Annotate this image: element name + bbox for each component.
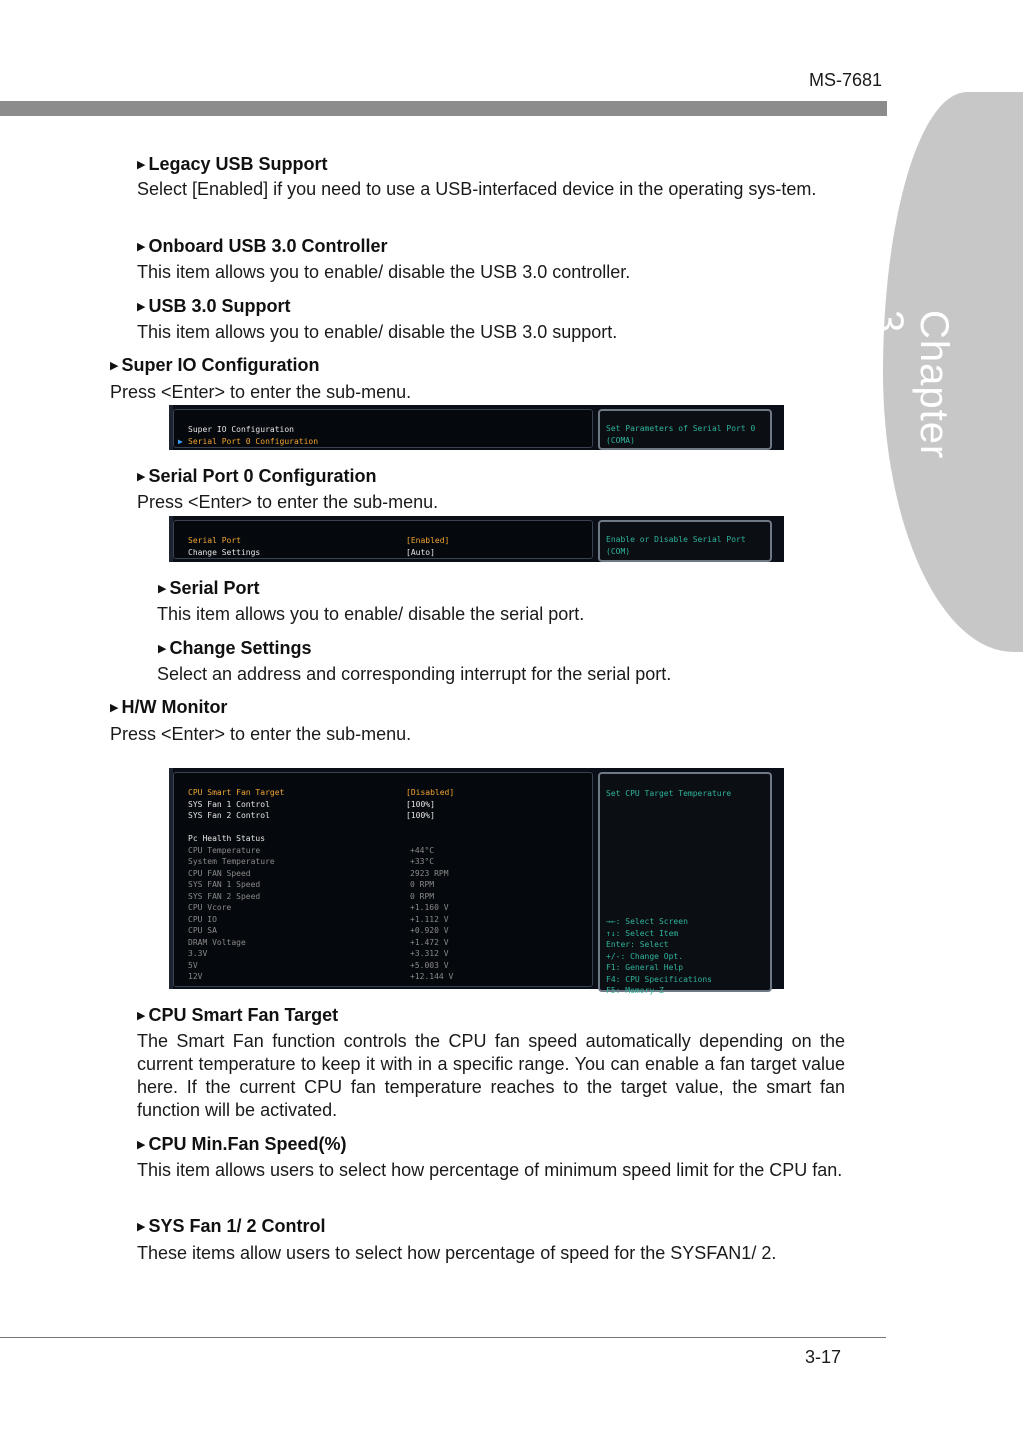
menu-line-text: Super IO Configuration xyxy=(188,425,294,434)
bullet-arrow-icon: ▶ xyxy=(137,1139,146,1151)
bullet-arrow-icon: ▶ xyxy=(137,159,146,171)
status-label: CPU IO xyxy=(188,914,217,924)
super-io-heading xyxy=(110,355,319,376)
status-label: System Temperature xyxy=(188,857,275,866)
status-value: +12.144 V xyxy=(410,972,454,981)
heading-text: Serial Port 0 Configuration xyxy=(148,466,377,486)
help-line: (COMA) xyxy=(606,435,635,445)
model-label: MS-7681 xyxy=(808,70,882,90)
menu-row-value: [Enabled] xyxy=(406,536,450,545)
menu-row xyxy=(174,787,592,799)
menu-line-text: Serial Port 0 Configuration xyxy=(188,436,319,446)
status-row xyxy=(174,845,592,857)
menu-row xyxy=(174,547,592,559)
status-row xyxy=(174,879,592,891)
status-label: CPU Vcore xyxy=(188,903,232,912)
status-value: +0.920 V xyxy=(410,926,449,935)
onboard-usb3-text: This item allows you to enable/ disable the USB 3.0 controller. xyxy=(137,262,631,282)
help-panel xyxy=(598,409,772,450)
super-io-text: Press <Enter> to enter the sub-menu. xyxy=(110,382,412,402)
menu-row-value: [100%] xyxy=(406,811,435,820)
help-line: Set Parameters of Serial Port 0 xyxy=(606,424,756,433)
hw-monitor-heading xyxy=(110,697,227,718)
bullet-arrow-icon: ▶ xyxy=(137,301,146,313)
change-settings-heading xyxy=(158,638,311,659)
menu-panel xyxy=(173,520,593,559)
status-label: 3.3V xyxy=(188,949,208,958)
menu-line xyxy=(174,424,592,436)
menu-row-label: SYS Fan 1 Control xyxy=(188,799,270,809)
cpu-smart-fan-heading xyxy=(137,1005,338,1026)
status-value: 0 RPM xyxy=(410,880,435,889)
status-row xyxy=(174,960,592,972)
menu-row xyxy=(174,535,592,547)
key-line: F1: General Help xyxy=(606,963,684,972)
onboard-usb3-heading xyxy=(137,236,388,257)
bullet-arrow-icon: ▶ xyxy=(110,360,119,372)
help-text xyxy=(600,411,770,452)
help-text xyxy=(600,522,770,563)
menu-row xyxy=(174,799,592,811)
key-legend xyxy=(606,916,712,997)
heading-text: Super IO Configuration xyxy=(121,355,320,375)
chapter-tab-label: Chapter 3 xyxy=(867,310,956,460)
serial-port-text: This item allows you to enable/ disable the serial port. xyxy=(157,604,585,624)
hw-monitor-text: Press <Enter> to enter the sub-menu. xyxy=(110,724,412,744)
status-row xyxy=(174,937,592,949)
bios-screenshot-serial-port xyxy=(169,516,784,562)
bullet-arrow-icon: ▶ xyxy=(137,1010,146,1022)
bios-screenshot-super-io xyxy=(169,405,784,450)
bullet-arrow-icon: ▶ xyxy=(158,643,167,655)
status-label: CPU SA xyxy=(188,926,217,935)
status-label: CPU Temperature xyxy=(188,845,261,855)
status-label: 5V xyxy=(188,960,198,970)
status-value: 0 RPM xyxy=(410,891,435,901)
legacy-usb-heading xyxy=(137,154,328,175)
status-row xyxy=(174,856,592,868)
key-line: +/-: Change Opt. xyxy=(606,951,684,961)
help-title: Set CPU Target Temperature xyxy=(606,789,732,798)
heading-text: SYS Fan 1/ 2 Control xyxy=(148,1216,326,1236)
heading-text: CPU Smart Fan Target xyxy=(148,1005,339,1025)
bios-screenshot-hw-monitor xyxy=(169,768,784,995)
heading-text: Change Settings xyxy=(169,638,312,658)
status-label: SYS FAN 2 Speed xyxy=(188,891,261,901)
menu-panel xyxy=(173,409,593,448)
status-row xyxy=(174,914,592,926)
serial-port0-text: Press <Enter> to enter the sub-menu. xyxy=(137,492,439,512)
footer-rule xyxy=(0,1337,886,1338)
usb3-support-text: This item allows you to enable/ disable the USB 3.0 support. xyxy=(137,322,618,342)
heading-text: Legacy USB Support xyxy=(148,154,328,174)
status-value: +1.160 V xyxy=(410,903,449,912)
usb3-support-heading xyxy=(137,296,290,317)
key-line: Enter: Select xyxy=(606,940,669,949)
menu-panel xyxy=(173,772,593,987)
heading-text: USB 3.0 Support xyxy=(148,296,291,316)
pointer-icon: ▶ xyxy=(178,436,183,446)
menu-row-value: [Auto] xyxy=(406,547,435,557)
cpu-min-fan-text: This item allows users to select how percentage of minimum speed limit for the CPU fan. xyxy=(137,1160,843,1180)
heading-text: Serial Port xyxy=(169,578,260,598)
bullet-arrow-icon: ▶ xyxy=(110,702,119,714)
status-label: 12V xyxy=(188,972,203,981)
bullet-arrow-icon: ▶ xyxy=(137,241,146,253)
serial-port-heading xyxy=(158,578,260,599)
menu-row-value: [100%] xyxy=(406,799,435,809)
status-row xyxy=(174,868,592,880)
key-line: ↑↓: Select Item xyxy=(606,928,679,938)
sys-fan-heading xyxy=(137,1216,326,1237)
menu-line-selected xyxy=(174,436,592,448)
bullet-arrow-icon: ▶ xyxy=(137,1221,146,1233)
spacer-row xyxy=(174,822,592,834)
status-value: 2923 RPM xyxy=(410,868,449,878)
serial-port0-heading xyxy=(137,466,377,487)
cpu-min-fan-heading xyxy=(137,1134,346,1155)
key-line: F4: CPU Specifications xyxy=(606,974,712,984)
heading-text: CPU Min.Fan Speed(%) xyxy=(148,1134,347,1154)
key-line: F5: Memory-Z xyxy=(606,986,664,995)
status-value: +44°C xyxy=(410,845,435,855)
status-value: +1.472 V xyxy=(410,937,449,947)
status-title xyxy=(174,833,592,845)
status-row xyxy=(174,902,592,914)
help-line: (COM) xyxy=(606,546,631,556)
help-line: Enable or Disable Serial Port xyxy=(606,535,746,544)
page-number: 3-17 xyxy=(805,1347,842,1367)
status-row xyxy=(174,891,592,903)
menu-row xyxy=(174,810,592,822)
bullet-arrow-icon: ▶ xyxy=(158,583,167,595)
menu-row-value: [Disabled] xyxy=(406,788,455,797)
help-panel xyxy=(598,520,772,562)
status-value: +5.003 V xyxy=(410,960,449,970)
status-row xyxy=(174,971,592,983)
menu-row-label: Serial Port xyxy=(188,536,241,545)
status-title-text: Pc Health Status xyxy=(188,834,266,843)
menu-row-label: Change Settings xyxy=(188,547,261,557)
status-row xyxy=(174,948,592,960)
status-value: +33°C xyxy=(410,857,435,866)
header-bar xyxy=(0,101,887,116)
heading-text: Onboard USB 3.0 Controller xyxy=(148,236,388,256)
bullet-arrow-icon: ▶ xyxy=(137,471,146,483)
status-value: +3.312 V xyxy=(410,949,449,958)
cpu-smart-fan-text: The Smart Fan function controls the CPU fan speed automatically depending on the current temperature to keep it with in a specific range. You can enable a fan target value here. If the current CPU fan temperature reaches to the target value, the smart fan function will be activated. xyxy=(137,1031,845,1120)
menu-row-label: CPU Smart Fan Target xyxy=(188,788,285,797)
status-row xyxy=(174,925,592,937)
legacy-usb-text: Select [Enabled] if you need to use a USB-interfaced device in the operating sys-tem. xyxy=(137,179,817,199)
status-label: DRAM Voltage xyxy=(188,937,246,947)
status-label: SYS FAN 1 Speed xyxy=(188,880,261,889)
key-line: →←: Select Screen xyxy=(606,917,688,926)
menu-row-label: SYS Fan 2 Control xyxy=(188,811,270,820)
status-label: CPU FAN Speed xyxy=(188,868,251,878)
sys-fan-text: These items allow users to select how percentage of speed for the SYSFAN1/ 2. xyxy=(137,1243,777,1263)
change-settings-text: Select an address and corresponding interrupt for the serial port. xyxy=(157,664,672,684)
help-panel xyxy=(598,772,772,995)
status-value: +1.112 V xyxy=(410,914,449,924)
heading-text: H/W Monitor xyxy=(121,697,228,717)
